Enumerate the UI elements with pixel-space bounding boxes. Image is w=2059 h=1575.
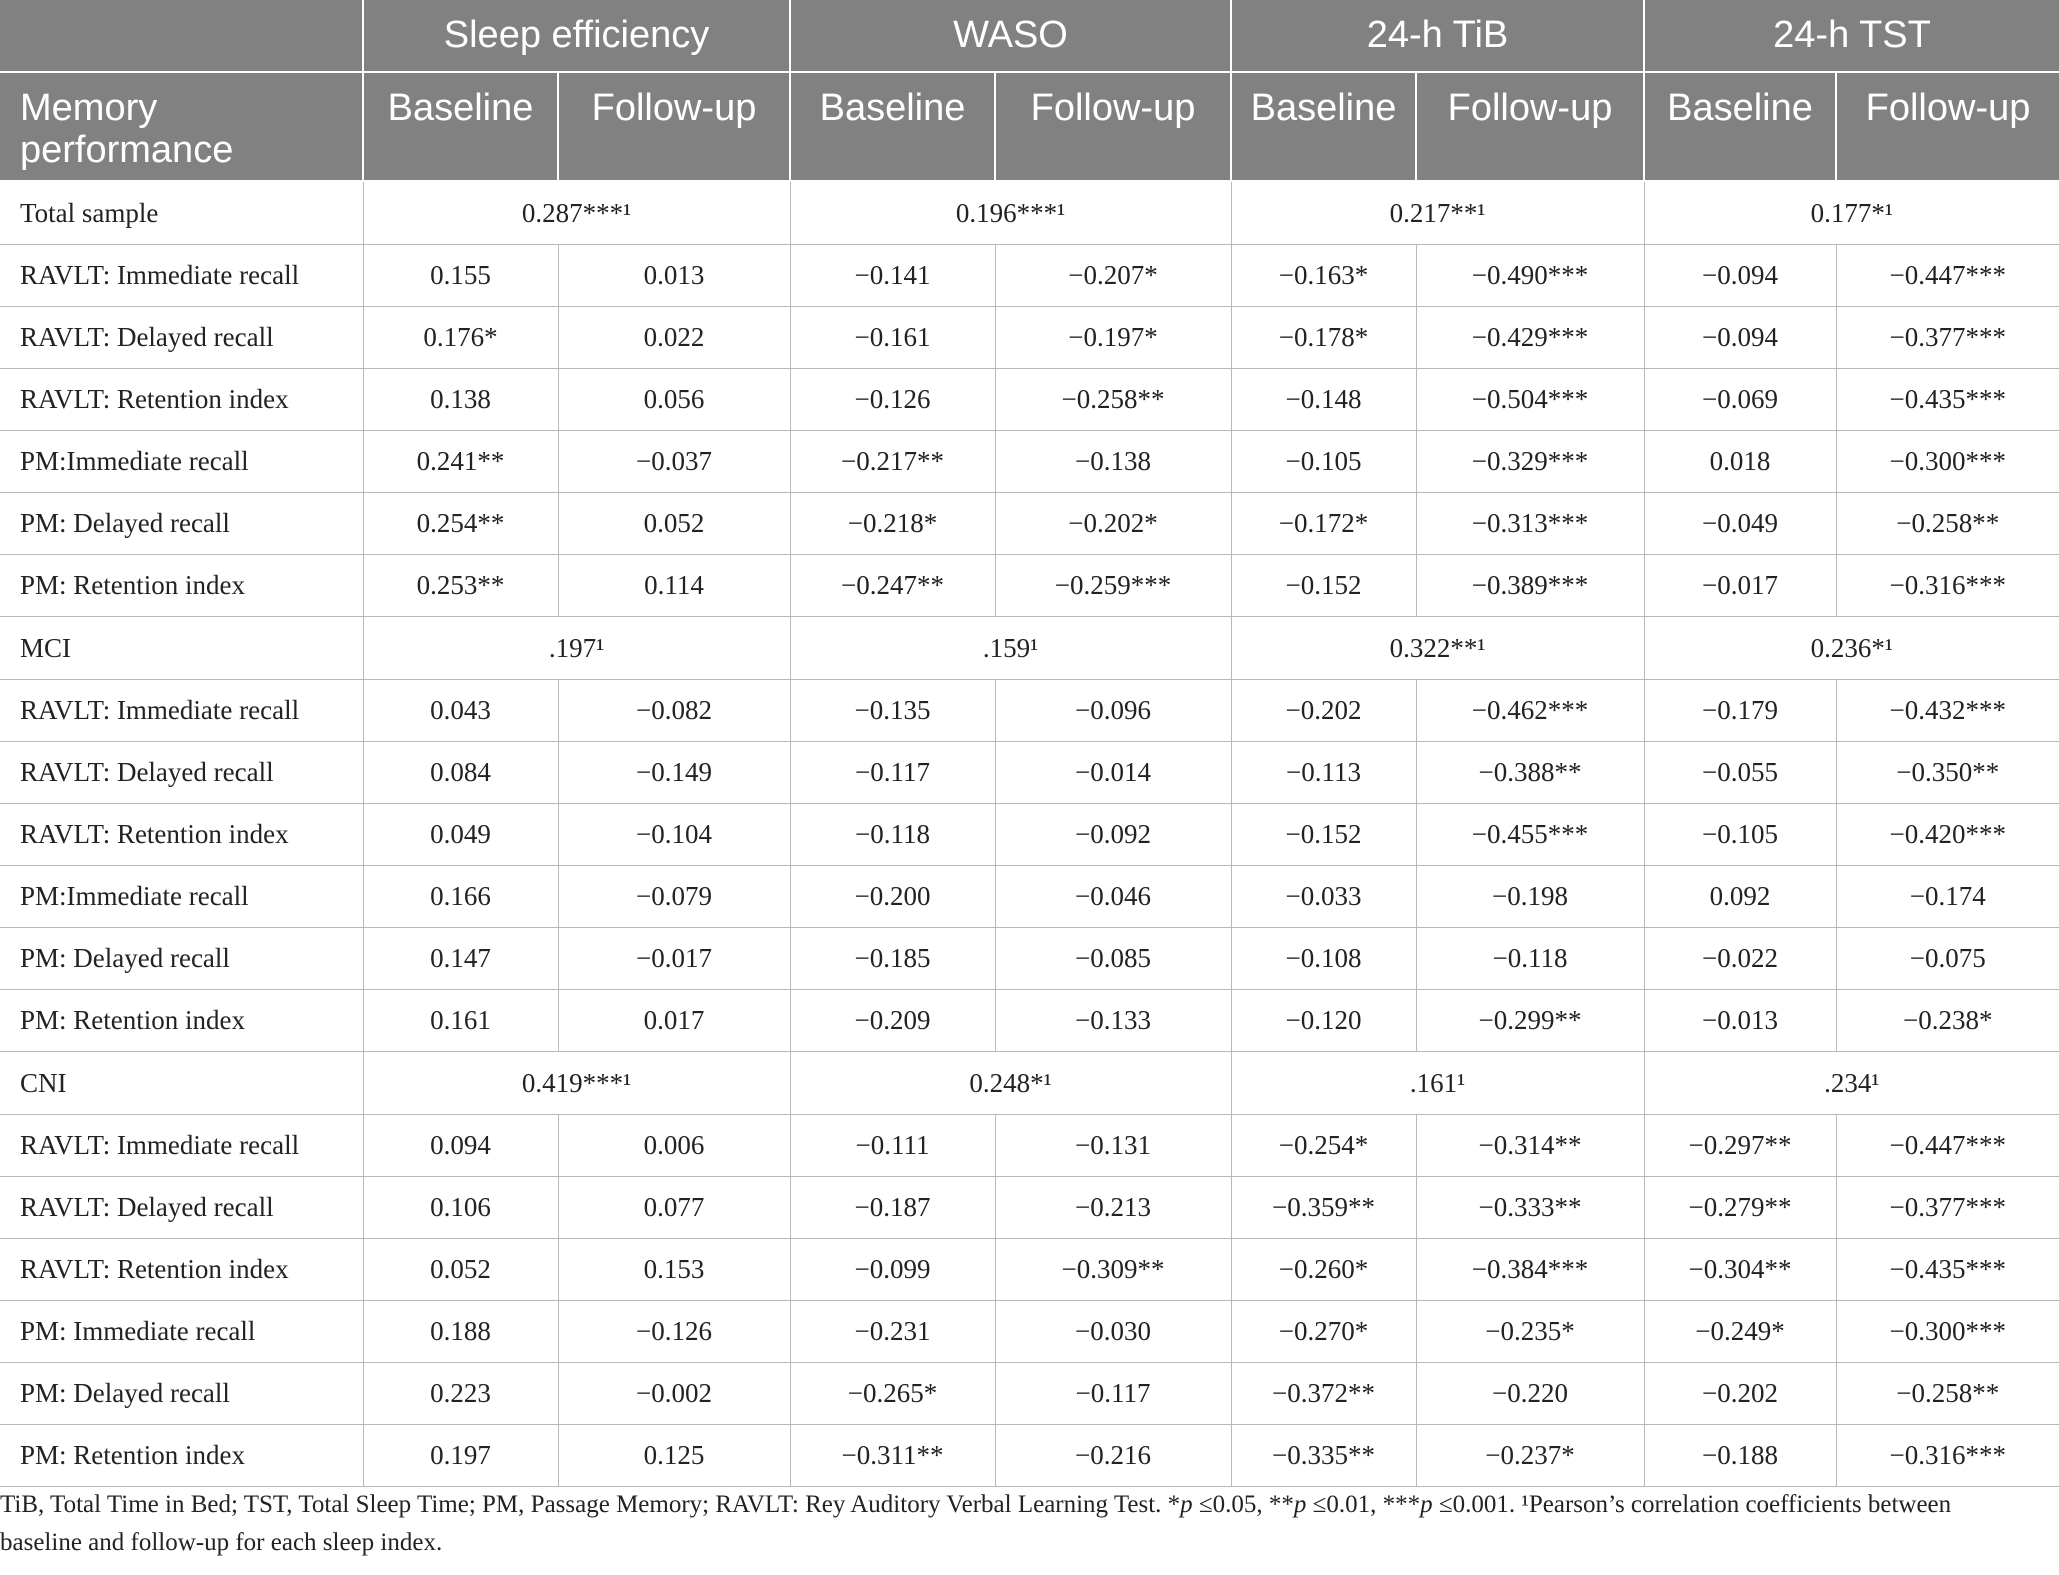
table-row	[0, 1363, 2059, 1425]
value-cell: −0.258**	[995, 369, 1231, 431]
table-row	[0, 307, 2059, 369]
correlation-cell: 0.217**¹	[1231, 181, 1644, 245]
value-cell: −0.148	[1231, 369, 1416, 431]
value-cell: −0.152	[1231, 804, 1416, 866]
value-cell: 0.188	[363, 1301, 558, 1363]
value-cell: −0.085	[995, 928, 1231, 990]
value-cell: −0.435***	[1836, 369, 2059, 431]
value-cell: −0.235*	[1416, 1301, 1644, 1363]
value-cell: −0.188	[1644, 1425, 1836, 1487]
table-row	[0, 555, 2059, 617]
value-cell: −0.126	[558, 1301, 790, 1363]
footnote-sig1: ≤0.05, **	[1198, 1491, 1294, 1518]
value-cell: −0.432***	[1836, 680, 2059, 742]
value-cell: 0.052	[558, 493, 790, 555]
value-cell: −0.216	[995, 1425, 1231, 1487]
value-cell: −0.152	[1231, 555, 1416, 617]
value-cell: 0.176*	[363, 307, 558, 369]
value-cell: −0.258**	[1836, 493, 2059, 555]
footnote-p-symbol: p	[1293, 1491, 1307, 1518]
value-cell: −0.388**	[1416, 742, 1644, 804]
row-label: RAVLT: Delayed recall	[0, 742, 363, 804]
value-cell: −0.113	[1231, 742, 1416, 804]
section-row	[0, 181, 2059, 245]
value-cell: −0.270*	[1231, 1301, 1416, 1363]
row-label: RAVLT: Immediate recall	[0, 1115, 363, 1177]
footnote-sig1-prefix: *	[1167, 1491, 1181, 1518]
value-cell: −0.202*	[995, 493, 1231, 555]
table-row	[0, 1425, 2059, 1487]
value-cell: −0.104	[558, 804, 790, 866]
value-cell: 0.155	[363, 245, 558, 307]
value-cell: −0.238*	[1836, 990, 2059, 1052]
footnote-p-symbol: p	[1420, 1491, 1433, 1518]
correlation-cell: 0.248*¹	[790, 1052, 1231, 1115]
value-cell: −0.094	[1644, 307, 1836, 369]
value-cell: −0.033	[1231, 866, 1416, 928]
table-row	[0, 493, 2059, 555]
header-follow-up: Follow-up	[995, 72, 1231, 181]
value-cell: 0.094	[363, 1115, 558, 1177]
value-cell: −0.149	[558, 742, 790, 804]
value-cell: 0.253**	[363, 555, 558, 617]
value-cell: −0.316***	[1836, 1425, 2059, 1487]
value-cell: −0.377***	[1836, 307, 2059, 369]
value-cell: −0.111	[790, 1115, 995, 1177]
value-cell: −0.163*	[1231, 245, 1416, 307]
value-cell: −0.304**	[1644, 1239, 1836, 1301]
value-cell: −0.117	[995, 1363, 1231, 1425]
value-cell: −0.247**	[790, 555, 995, 617]
value-cell: 0.006	[558, 1115, 790, 1177]
value-cell: −0.138	[995, 431, 1231, 493]
table-row	[0, 990, 2059, 1052]
value-cell: −0.420***	[1836, 804, 2059, 866]
correlation-cell: 0.287***¹	[363, 181, 790, 245]
header-row-groups	[0, 0, 2059, 72]
table-footnote	[0, 1486, 2000, 1562]
value-cell: −0.082	[558, 680, 790, 742]
value-cell: −0.333**	[1416, 1177, 1644, 1239]
footnote-abbreviations: TiB, Total Time in Bed; TST, Total Sleep Time; PM, Passage Memory; RAVLT: Rey Auditory Verbal Learning Test.	[0, 1491, 1162, 1518]
table-row	[0, 866, 2059, 928]
value-cell: −0.300***	[1836, 1301, 2059, 1363]
value-cell: −0.055	[1644, 742, 1836, 804]
value-cell: −0.094	[1644, 245, 1836, 307]
value-cell: −0.120	[1231, 990, 1416, 1052]
correlation-cell: .234¹	[1644, 1052, 2059, 1115]
value-cell: −0.435***	[1836, 1239, 2059, 1301]
value-cell: −0.161	[790, 307, 995, 369]
value-cell: −0.350**	[1836, 742, 2059, 804]
table-row	[0, 431, 2059, 493]
header-row-timepoints	[0, 72, 2059, 181]
value-cell: −0.447***	[1836, 245, 2059, 307]
footnote-pearson-note: ¹Pearson’s correlation coefficients between baseline and follow-up for each sleep index.	[0, 1491, 1952, 1556]
correlation-cell: 0.196***¹	[790, 181, 1231, 245]
value-cell: −0.299**	[1416, 990, 1644, 1052]
row-label: RAVLT: Delayed recall	[0, 307, 363, 369]
value-cell: −0.231	[790, 1301, 995, 1363]
correlation-cell: .197¹	[363, 617, 790, 680]
value-cell: −0.249*	[1644, 1301, 1836, 1363]
row-label: PM: Delayed recall	[0, 493, 363, 555]
header-sleep-efficiency: Sleep efficiency	[363, 0, 790, 72]
row-label: RAVLT: Delayed recall	[0, 1177, 363, 1239]
header-baseline: Baseline	[1231, 72, 1416, 181]
row-label: PM: Retention index	[0, 555, 363, 617]
value-cell: −0.213	[995, 1177, 1231, 1239]
table-row	[0, 742, 2059, 804]
value-cell: −0.133	[995, 990, 1231, 1052]
header-follow-up: Follow-up	[1416, 72, 1644, 181]
value-cell: −0.455***	[1416, 804, 1644, 866]
table-row	[0, 1177, 2059, 1239]
value-cell: −0.313***	[1416, 493, 1644, 555]
value-cell: −0.135	[790, 680, 995, 742]
table-row	[0, 1115, 2059, 1177]
footnote-sig2: ≤0.01, ***	[1312, 1491, 1421, 1518]
row-label: RAVLT: Retention index	[0, 369, 363, 431]
row-label: PM: Retention index	[0, 1425, 363, 1487]
correlation-cell: 0.322**¹	[1231, 617, 1644, 680]
value-cell: −0.187	[790, 1177, 995, 1239]
value-cell: −0.202	[1644, 1363, 1836, 1425]
table-row	[0, 1239, 2059, 1301]
value-cell: −0.254*	[1231, 1115, 1416, 1177]
value-cell: −0.118	[790, 804, 995, 866]
value-cell: −0.017	[1644, 555, 1836, 617]
value-cell: −0.075	[1836, 928, 2059, 990]
value-cell: 0.022	[558, 307, 790, 369]
header-follow-up: Follow-up	[558, 72, 790, 181]
header-follow-up: Follow-up	[1836, 72, 2059, 181]
value-cell: −0.259***	[995, 555, 1231, 617]
table-row	[0, 928, 2059, 990]
correlation-cell: .161¹	[1231, 1052, 1644, 1115]
value-cell: −0.389***	[1416, 555, 1644, 617]
table-row	[0, 804, 2059, 866]
value-cell: 0.018	[1644, 431, 1836, 493]
value-cell: 0.153	[558, 1239, 790, 1301]
value-cell: 0.125	[558, 1425, 790, 1487]
value-cell: 0.092	[1644, 866, 1836, 928]
table-body	[0, 181, 2059, 1487]
value-cell: −0.447***	[1836, 1115, 2059, 1177]
table-header	[0, 0, 2059, 181]
value-cell: 0.106	[363, 1177, 558, 1239]
section-label: CNI	[0, 1052, 363, 1115]
value-cell: −0.316***	[1836, 555, 2059, 617]
value-cell: −0.260*	[1231, 1239, 1416, 1301]
value-cell: −0.200	[790, 866, 995, 928]
value-cell: −0.217**	[790, 431, 995, 493]
table-row	[0, 245, 2059, 307]
table-row	[0, 369, 2059, 431]
value-cell: −0.258**	[1836, 1363, 2059, 1425]
value-cell: −0.209	[790, 990, 995, 1052]
value-cell: 0.114	[558, 555, 790, 617]
value-cell: −0.237*	[1416, 1425, 1644, 1487]
value-cell: 0.013	[558, 245, 790, 307]
value-cell: −0.092	[995, 804, 1231, 866]
header-memory-performance: Memory performance	[0, 72, 363, 181]
row-label: PM:Immediate recall	[0, 866, 363, 928]
value-cell: 0.147	[363, 928, 558, 990]
value-cell: −0.105	[1644, 804, 1836, 866]
value-cell: −0.105	[1231, 431, 1416, 493]
value-cell: −0.297**	[1644, 1115, 1836, 1177]
value-cell: 0.166	[363, 866, 558, 928]
value-cell: −0.049	[1644, 493, 1836, 555]
table-row	[0, 1301, 2059, 1363]
value-cell: −0.218*	[790, 493, 995, 555]
section-row	[0, 617, 2059, 680]
value-cell: −0.198	[1416, 866, 1644, 928]
footnote-sig3: ≤0.001.	[1438, 1491, 1516, 1518]
value-cell: −0.300***	[1836, 431, 2059, 493]
value-cell: −0.118	[1416, 928, 1644, 990]
value-cell: −0.030	[995, 1301, 1231, 1363]
header-baseline: Baseline	[363, 72, 558, 181]
value-cell: −0.202	[1231, 680, 1416, 742]
value-cell: −0.372**	[1231, 1363, 1416, 1425]
value-cell: 0.077	[558, 1177, 790, 1239]
value-cell: −0.096	[995, 680, 1231, 742]
header-waso: WASO	[790, 0, 1231, 72]
value-cell: −0.490***	[1416, 245, 1644, 307]
value-cell: −0.126	[790, 369, 995, 431]
value-cell: −0.117	[790, 742, 995, 804]
value-cell: 0.223	[363, 1363, 558, 1425]
row-label: PM: Retention index	[0, 990, 363, 1052]
correlation-cell: 0.177*¹	[1644, 181, 2059, 245]
correlation-cell: .159¹	[790, 617, 1231, 680]
value-cell: −0.141	[790, 245, 995, 307]
value-cell: 0.254**	[363, 493, 558, 555]
value-cell: 0.241**	[363, 431, 558, 493]
value-cell: −0.002	[558, 1363, 790, 1425]
row-label: RAVLT: Retention index	[0, 1239, 363, 1301]
value-cell: −0.504***	[1416, 369, 1644, 431]
value-cell: −0.359**	[1231, 1177, 1416, 1239]
value-cell: −0.384***	[1416, 1239, 1644, 1301]
section-label: MCI	[0, 617, 363, 680]
table-row	[0, 680, 2059, 742]
value-cell: −0.017	[558, 928, 790, 990]
value-cell: −0.099	[790, 1239, 995, 1301]
value-cell: −0.174	[1836, 866, 2059, 928]
value-cell: −0.037	[558, 431, 790, 493]
row-label: RAVLT: Retention index	[0, 804, 363, 866]
header-24h-tib: 24-h TiB	[1231, 0, 1644, 72]
value-cell: −0.329***	[1416, 431, 1644, 493]
row-label: PM: Immediate recall	[0, 1301, 363, 1363]
value-cell: −0.311**	[790, 1425, 995, 1487]
row-label: PM: Delayed recall	[0, 928, 363, 990]
correlation-cell: 0.236*¹	[1644, 617, 2059, 680]
footnote-p-symbol: p	[1180, 1491, 1193, 1518]
value-cell: −0.279**	[1644, 1177, 1836, 1239]
value-cell: 0.161	[363, 990, 558, 1052]
value-cell: −0.265*	[790, 1363, 995, 1425]
header-24h-tst: 24-h TST	[1644, 0, 2059, 72]
value-cell: −0.069	[1644, 369, 1836, 431]
header-baseline: Baseline	[790, 72, 995, 181]
row-label: PM:Immediate recall	[0, 431, 363, 493]
value-cell: −0.314**	[1416, 1115, 1644, 1177]
correlation-cell: 0.419***¹	[363, 1052, 790, 1115]
row-label: RAVLT: Immediate recall	[0, 680, 363, 742]
value-cell: −0.207*	[995, 245, 1231, 307]
value-cell: 0.049	[363, 804, 558, 866]
value-cell: −0.046	[995, 866, 1231, 928]
value-cell: −0.335**	[1231, 1425, 1416, 1487]
row-label: RAVLT: Immediate recall	[0, 245, 363, 307]
value-cell: 0.056	[558, 369, 790, 431]
value-cell: −0.429***	[1416, 307, 1644, 369]
value-cell: −0.377***	[1836, 1177, 2059, 1239]
row-label: PM: Delayed recall	[0, 1363, 363, 1425]
value-cell: −0.172*	[1231, 493, 1416, 555]
value-cell: −0.131	[995, 1115, 1231, 1177]
value-cell: 0.197	[363, 1425, 558, 1487]
value-cell: 0.043	[363, 680, 558, 742]
value-cell: −0.178*	[1231, 307, 1416, 369]
header-corner-cell	[0, 0, 363, 72]
value-cell: −0.022	[1644, 928, 1836, 990]
value-cell: −0.014	[995, 742, 1231, 804]
value-cell: −0.309**	[995, 1239, 1231, 1301]
section-label: Total sample	[0, 181, 363, 245]
header-baseline: Baseline	[1644, 72, 1836, 181]
value-cell: −0.179	[1644, 680, 1836, 742]
value-cell: −0.220	[1416, 1363, 1644, 1425]
value-cell: −0.013	[1644, 990, 1836, 1052]
section-row	[0, 1052, 2059, 1115]
value-cell: −0.108	[1231, 928, 1416, 990]
value-cell: 0.084	[363, 742, 558, 804]
value-cell: −0.462***	[1416, 680, 1644, 742]
value-cell: −0.197*	[995, 307, 1231, 369]
value-cell: −0.079	[558, 866, 790, 928]
value-cell: 0.017	[558, 990, 790, 1052]
value-cell: 0.138	[363, 369, 558, 431]
value-cell: −0.185	[790, 928, 995, 990]
value-cell: 0.052	[363, 1239, 558, 1301]
